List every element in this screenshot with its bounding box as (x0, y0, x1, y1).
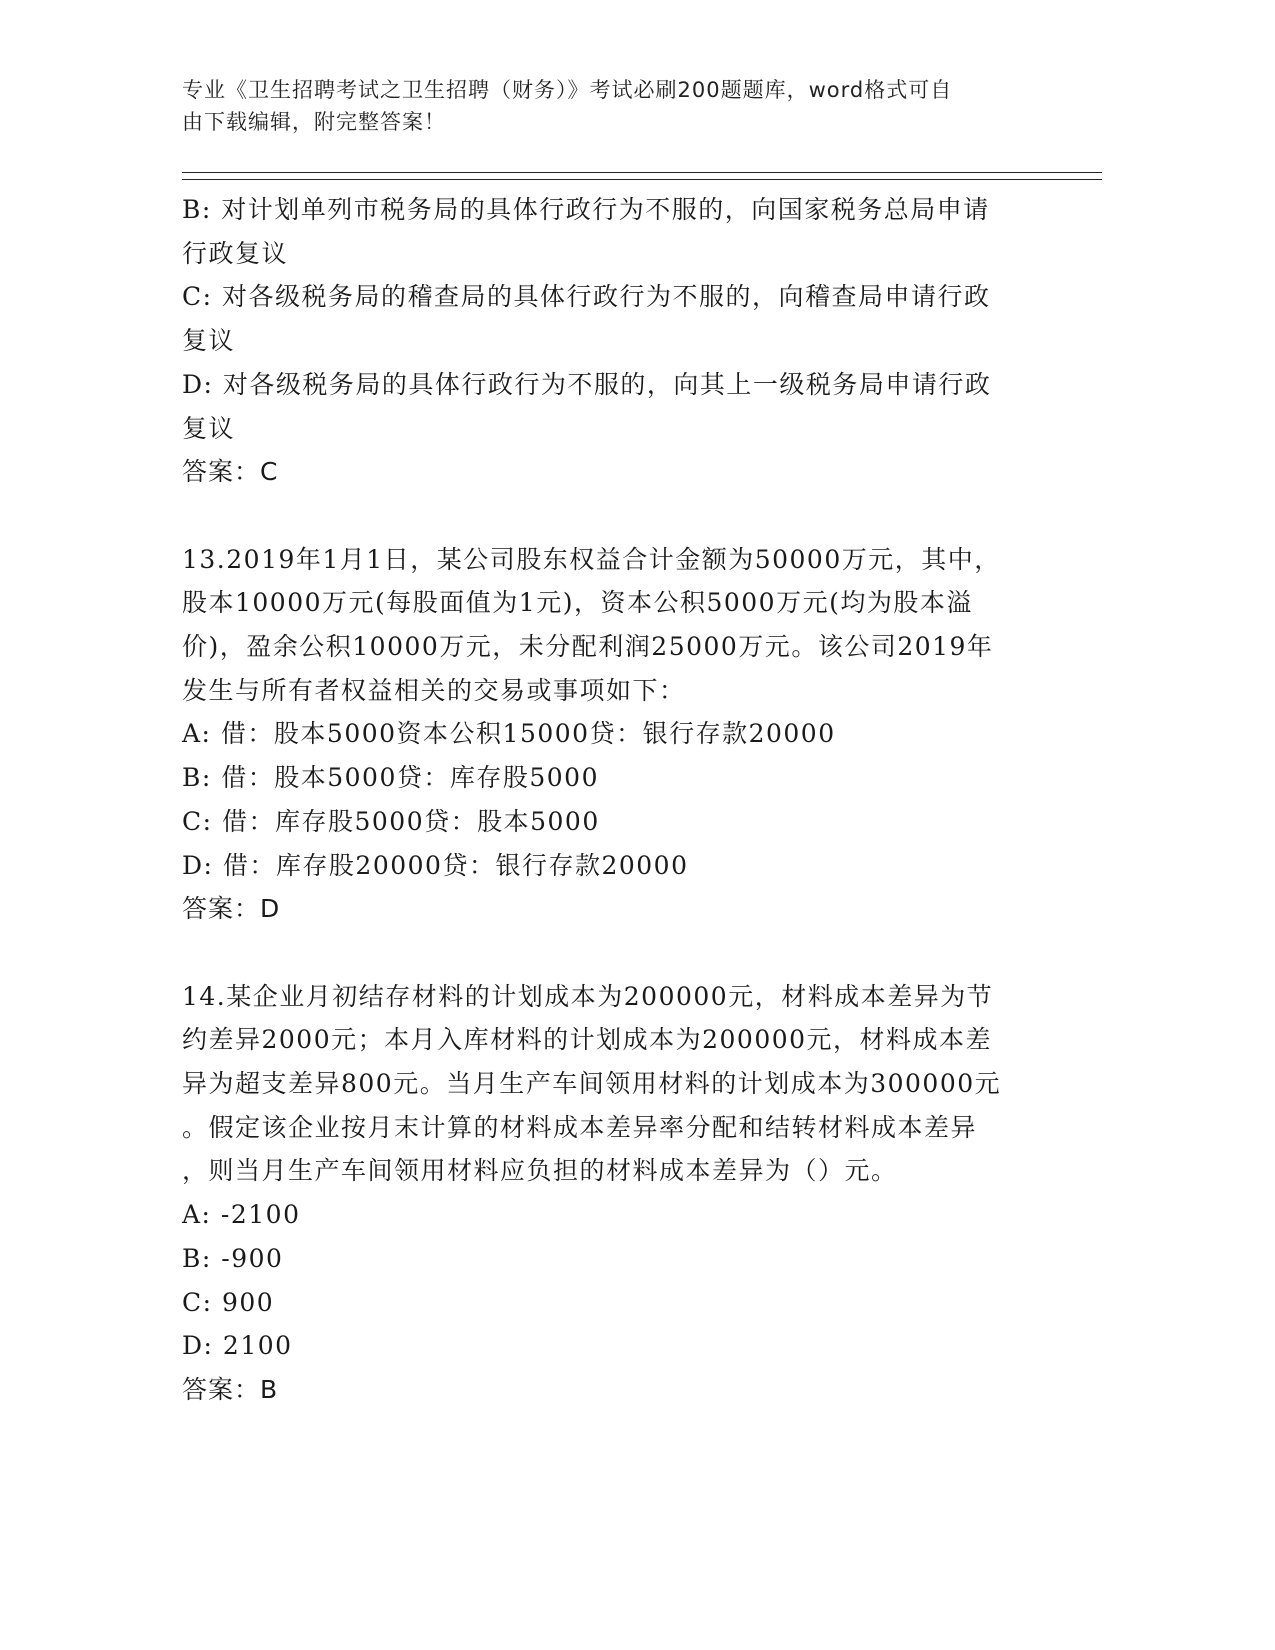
question-stem-line: 发生与所有者权益相关的交易或事项如下： (182, 675, 686, 705)
option-d: D: 借：库存股20000贷：银行存款20000 (182, 850, 689, 880)
question-14 (182, 975, 1062, 1412)
question-stem-line: 13.2019年1月1日，某公司股东权益合计金额为50000万元，其中， (182, 544, 1001, 574)
option-d: D: 2100 (182, 1331, 293, 1361)
option-b-line-1: B: 对计划单列市税务局的具体行政行为不服的，向国家税务总局申请 (182, 195, 990, 224)
option-a: A: 借：股本5000资本公积15000贷：银行存款20000 (182, 719, 836, 749)
option-c-line-2: 复议 (182, 326, 236, 356)
header-divider-bottom (182, 179, 1102, 180)
option-b: B: 借：股本5000贷：库存股5000 (182, 763, 599, 793)
question-stem-line: 14.某企业月初结存材料的计划成本为200000元，材料成本差异为节 (182, 981, 994, 1011)
answer-line: 答案：C (182, 457, 279, 487)
option-b: B: -900 (182, 1243, 284, 1273)
question-content (182, 188, 1062, 1412)
question-stem-line: 。假定该企业按月末计算的材料成本差异率分配和结转材料成本差异 (182, 1112, 978, 1142)
question-stem-line: 约差异2000元；本月入库材料的计划成本为200000元，材料成本差 (182, 1025, 993, 1055)
question-stem-line: 价)，盈余公积10000万元，未分配利润25000万元。该公司2019年 (182, 632, 994, 662)
header-line-1: 专业《卫生招聘考试之卫生招聘（财务）》考试必刷200题题库，word格式可自 (182, 78, 953, 102)
question-stem-line: 异为超支差异800元。当月生产车间领用材料的计划成本为300000元 (182, 1069, 1002, 1099)
question-12-tail (182, 188, 1062, 494)
question-13 (182, 538, 1062, 931)
question-stem-line: 股本10000万元(每股面值为1元)，资本公积5000万元(均为股本溢 (182, 588, 973, 618)
answer-line: 答案：B (182, 1374, 279, 1404)
option-c: C: 借：库存股5000贷：股本5000 (182, 806, 600, 836)
spacer (182, 931, 1062, 975)
option-c: C: 900 (182, 1287, 275, 1317)
option-a: A: -2100 (182, 1200, 301, 1230)
answer-line: 答案：D (182, 894, 281, 924)
option-c-line-1: C: 对各级税务局的稽查局的具体行政行为不服的，向稽查局申请行政 (182, 282, 991, 312)
header-divider-top (182, 172, 1102, 173)
option-b-line-2: 行政复议 (182, 238, 289, 268)
header-line-2: 由下载编辑，附完整答案！ (182, 110, 446, 134)
spacer (182, 494, 1062, 538)
question-stem-line: ，则当月生产车间领用材料应负担的材料成本差异为（）元。 (182, 1156, 898, 1186)
option-d-line-1: D: 对各级税务局的具体行政行为不服的，向其上一级税务局申请行政 (182, 369, 992, 399)
document-header (182, 74, 1042, 138)
option-d-line-2: 复议 (182, 413, 236, 443)
